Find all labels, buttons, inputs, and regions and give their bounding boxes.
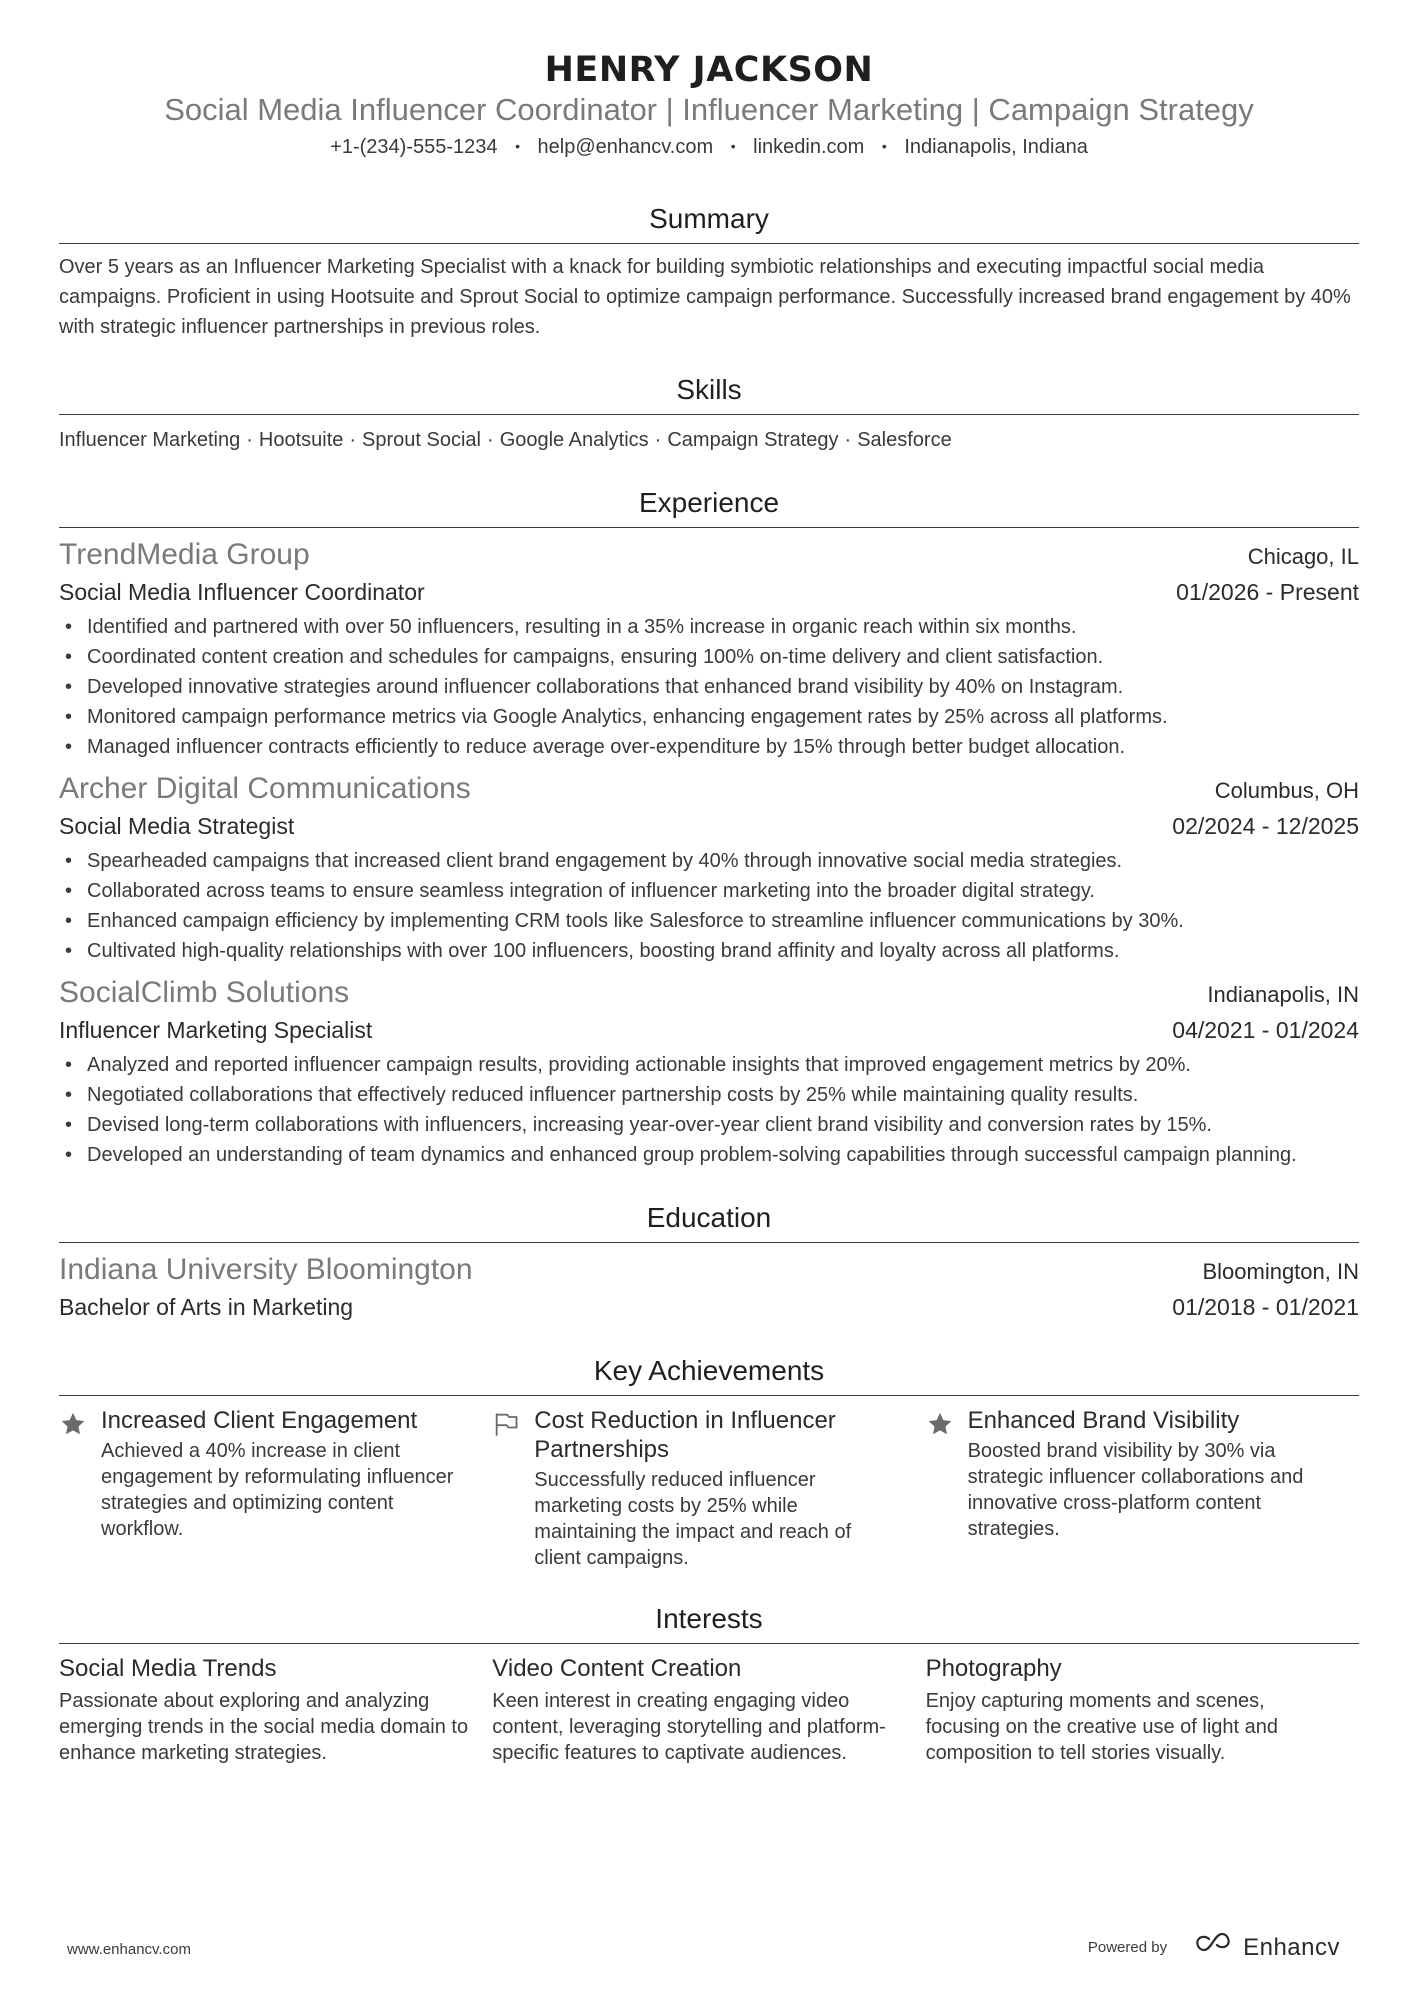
contact-line (59, 132, 1359, 161)
brand-name: Enhancv (1243, 1933, 1340, 1961)
achievement-description: Boosted brand visibility by 30% via strategic influencer collaborations and innovative cross-platform content strategies. (967, 1440, 1304, 1540)
achievement-item (59, 1406, 492, 1571)
achievement-title: Cost Reduction in Influencer Partnerships (534, 1407, 836, 1463)
job-bullet: • Monitored campaign performance metrics via Google Analytics, enhancing engagement rates by 25% across all platforms. (59, 702, 1359, 732)
job-bullet: • Developed innovative strategies around influencer collaborations that enhanced brand visibility by 40% on Instagram. (59, 672, 1359, 702)
job-entry (59, 536, 1359, 762)
interest-item (926, 1654, 1359, 1766)
job-bullet: • Coordinated content creation and schedules for campaigns, ensuring 100% on-time delivery and client satisfaction. (59, 642, 1359, 672)
powered-by-label: Powered by (1087, 1939, 1168, 1956)
interest-title: Social Media Trends (59, 1655, 277, 1682)
skill-separator: · (844, 429, 852, 451)
footer-branding (1088, 1933, 1340, 1962)
section-heading-experience: Experience (59, 485, 1359, 528)
job-bullet: • Devised long-term collaborations with influencers, increasing year-over-year client brand visibility and conversion rates by 15%. (59, 1110, 1359, 1140)
skill-separator: · (246, 429, 253, 451)
interest-item (59, 1654, 492, 1766)
achievement-description: Successfully reduced influencer marketing costs by 25% while maintaining the impact and reach of client campaigns. (534, 1469, 852, 1569)
company-name: SocialClimb Solutions (59, 976, 350, 1009)
contact-separator: • (515, 138, 520, 154)
contact-email[interactable]: help@enhancv.com (537, 136, 714, 158)
interest-description: Enjoy capturing moments and scenes, focusing on the creative use of light and composition to tell stories visually. (925, 1690, 1279, 1764)
job-location: Chicago, IL (1247, 544, 1359, 569)
achievements-grid (59, 1406, 1359, 1571)
degree: Bachelor of Arts in Marketing (59, 1294, 354, 1320)
interest-description: Passionate about exploring and analyzing emerging trends in the social media domain to enhance marketing strategies. (59, 1690, 469, 1764)
section-heading-skills: Skills (59, 372, 1359, 415)
skills-list (59, 425, 1359, 455)
achievement-item (492, 1406, 925, 1571)
achievement-item (926, 1406, 1359, 1571)
skill-separator: · (654, 429, 662, 451)
flag-icon (492, 1406, 534, 1571)
company-name: TrendMedia Group (59, 538, 310, 571)
job-bullets (59, 612, 1359, 762)
job-bullet: • Analyzed and reported influencer campaign results, providing actionable insights that improved engagement metrics by 20%. (59, 1050, 1359, 1080)
job-role: Social Media Influencer Coordinator (59, 579, 425, 605)
star-icon (926, 1406, 968, 1542)
job-dates: 01/2026 - Present (1176, 579, 1359, 605)
achievement-description: Achieved a 40% increase in client engagement by reformulating influencer strategies and optimizing content workflow. (101, 1440, 454, 1540)
skill-item: Hootsuite (258, 429, 344, 451)
star-icon (59, 1406, 101, 1542)
education-entry (59, 1251, 1359, 1323)
company-name: Archer Digital Communications (59, 772, 471, 805)
job-location: Indianapolis, IN (1207, 982, 1359, 1007)
interest-title: Photography (925, 1655, 1062, 1682)
section-heading-achievements: Key Achievements (59, 1353, 1359, 1396)
job-dates: 04/2021 - 01/2024 (1172, 1017, 1359, 1043)
skill-item: Salesforce (857, 429, 952, 451)
skill-separator: · (349, 429, 357, 451)
job-entry (59, 770, 1359, 966)
job-bullets (59, 846, 1359, 966)
achievement-title: Increased Client Engagement (101, 1407, 418, 1434)
contact-phone[interactable]: +1-(234)-555-1234 (330, 136, 498, 158)
interest-item (492, 1654, 925, 1766)
resume-page (59, 0, 1359, 1766)
education-dates: 01/2018 - 01/2021 (1172, 1294, 1359, 1320)
school-location: Bloomington, IN (1202, 1259, 1359, 1284)
summary-text: Over 5 years as an Influencer Marketing Specialist with a knack for building symbiotic relationships and executing impactful social media campaigns. Proficient in using Hootsuite and Sprout Social to optimize campaign performance. Successfully increased brand engagement by 40% with strategic influencer partnerships in previous roles. (59, 256, 1351, 338)
job-entry (59, 974, 1359, 1170)
skill-item: Google Analytics (499, 429, 649, 451)
skill-item: Sprout Social (362, 429, 482, 451)
job-bullet: • Identified and partnered with over 50 influencers, resulting in a 35% increase in organic reach within six months. (59, 612, 1359, 642)
interests-grid (59, 1654, 1359, 1766)
candidate-name: HENRY JACKSON (544, 50, 874, 90)
job-bullet: • Managed influencer contracts efficiently to reduce average over-expenditure by 15% through better budget allocation. (59, 732, 1359, 762)
job-bullet: • Collaborated across teams to ensure seamless integration of influencer marketing into the broader digital strategy. (59, 876, 1359, 906)
job-bullets (59, 1050, 1359, 1170)
interest-title: Video Content Creation (492, 1655, 742, 1682)
job-bullet: • Spearheaded campaigns that increased client brand engagement by 40% through innovative social media strategies. (59, 846, 1359, 876)
section-heading-interests: Interests (59, 1601, 1359, 1644)
school-name: Indiana University Bloomington (59, 1253, 473, 1286)
resume-header (59, 0, 1359, 161)
experience-list (59, 536, 1359, 1170)
contact-separator: • (730, 138, 736, 154)
enhancv-logo-icon (1191, 1933, 1235, 1962)
job-bullet: • Developed an understanding of team dynamics and enhanced group problem-solving capabilities through successful campaign planning. (59, 1140, 1359, 1170)
job-bullet: • Cultivated high-quality relationships with over 100 influencers, boosting brand affinity and loyalty across all platforms. (59, 936, 1359, 966)
footer-website[interactable]: www.enhancv.com (67, 1941, 191, 1958)
job-bullet: • Enhanced campaign efficiency by implementing CRM tools like Salesforce to streamline influencer communications by 30%. (59, 906, 1359, 936)
job-role: Influencer Marketing Specialist (59, 1017, 373, 1043)
candidate-headline: Social Media Influencer Coordinator | Influencer Marketing | Campaign Strategy (164, 92, 1254, 127)
contact-linkedin[interactable]: linkedin.com (753, 136, 865, 158)
contact-location: Indianapolis, Indiana (904, 136, 1088, 158)
interest-description: Keen interest in creating engaging video content, leveraging storytelling and platform-specific features to captivate audiences. (492, 1690, 886, 1764)
job-role: Social Media Strategist (59, 813, 295, 839)
skill-item: Influencer Marketing (59, 429, 241, 451)
contact-separator: • (881, 138, 887, 154)
job-bullet: • Negotiated collaborations that effectively reduced influencer partnership costs by 25% while maintaining quality results. (59, 1080, 1359, 1110)
section-heading-education: Education (59, 1200, 1359, 1243)
section-heading-summary: Summary (59, 201, 1359, 244)
skill-item: Campaign Strategy (667, 429, 839, 451)
achievement-title: Enhanced Brand Visibility (967, 1407, 1240, 1434)
job-dates: 02/2024 - 12/2025 (1172, 813, 1359, 839)
job-location: Columbus, OH (1214, 778, 1359, 803)
skill-separator: · (487, 429, 494, 451)
